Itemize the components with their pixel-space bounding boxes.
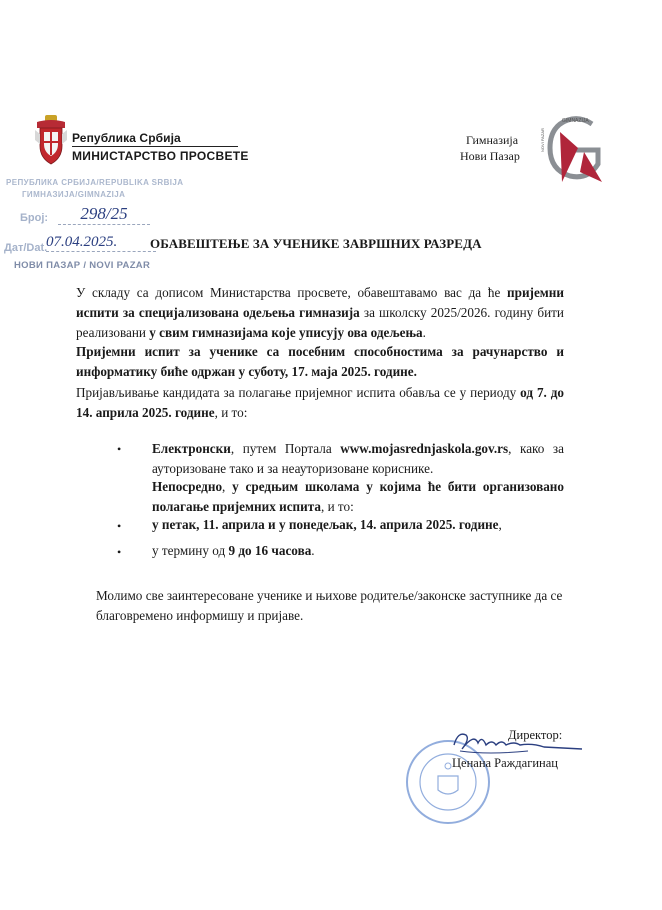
stamp-date-value: 07.04.2025. xyxy=(46,234,156,252)
signature-name: Ценана Раждагинац xyxy=(452,756,558,770)
portal-link[interactable]: www.mojasrednjaskola.gov.rs xyxy=(340,441,509,456)
logo-text-side: NOVI PAZAR xyxy=(540,128,545,152)
school-logo-icon xyxy=(540,112,608,188)
stamp-number-value: 298/25 xyxy=(58,204,150,225)
bullet-symbol: • xyxy=(117,519,122,533)
header-divider xyxy=(72,146,238,147)
bullet-symbol: • xyxy=(117,545,122,559)
paragraph-closing: Молимо све заинтересоване ученике и њихове родитеље/законске заступнике да се благовремено информишу и пријаве. xyxy=(96,588,563,623)
country-name: Република Србија xyxy=(72,131,181,145)
paragraph-exam-date: Пријемни испит за ученике са посебним способностима за рачунарство и информатику биће одржан у суботу, 17. маја 2025. године. xyxy=(76,344,564,379)
ministry-name: МИНИСТАРСТВО ПРОСВЕТЕ xyxy=(72,149,249,163)
bullet-symbol: • xyxy=(117,442,122,456)
paragraph-intro: У складу са дописом Министарства просвете, обавештавамо вас да ће пријемни испити за специјализована одељења гимназија за школску 2025/2026. годину бити реализовани у свим гимназијама које уписују ова одељења. xyxy=(76,285,564,340)
document-title: ОБАВЕШТЕЊЕ ЗА УЧЕНИКЕ ЗАВРШНИХ РАЗРЕДА xyxy=(150,236,482,251)
stamp-city: НОВИ ПАЗАР / NOVI PAZAR xyxy=(14,260,151,271)
bullet-hours: у термину од 9 до 16 часова. xyxy=(152,543,315,558)
bullet-in-person: Непосредно, у средњим школама у којима ће бити организовано полагање пријемних испита, и то: xyxy=(152,479,564,514)
stamp-number-label: Број: xyxy=(20,212,49,224)
stamp-line-1: РЕПУБЛИКА СРБИЈА/REPUBLIKA SRBIJA xyxy=(6,178,184,187)
stamp-date-label: Дат/Dat. xyxy=(4,242,48,254)
logo-text-top: GIMNAZIJA xyxy=(562,118,589,124)
paragraph-application-period: Пријављивање кандидата за полагање пријемног испита обавља се у периоду од 7. до 14. априла 2025. године, и то: xyxy=(76,385,564,420)
stamp-line-2: ГИМНАЗИЈА/GIMNAZIJA xyxy=(22,190,126,199)
bullet-dates: у петак, 11. априла и у понедељак, 14. априла 2025. године, xyxy=(152,517,502,532)
school-city: Нови Пазар xyxy=(460,149,520,163)
bullet-electronic: Електронски, путем Портала www.mojasrednjaskola.gov.rs, како за ауторизоване тако и за неауторизоване кориснике. xyxy=(152,441,564,476)
signature-role: Директор: xyxy=(508,728,563,742)
school-type: Гимназија xyxy=(466,133,519,147)
coat-of-arms-icon xyxy=(34,114,68,166)
